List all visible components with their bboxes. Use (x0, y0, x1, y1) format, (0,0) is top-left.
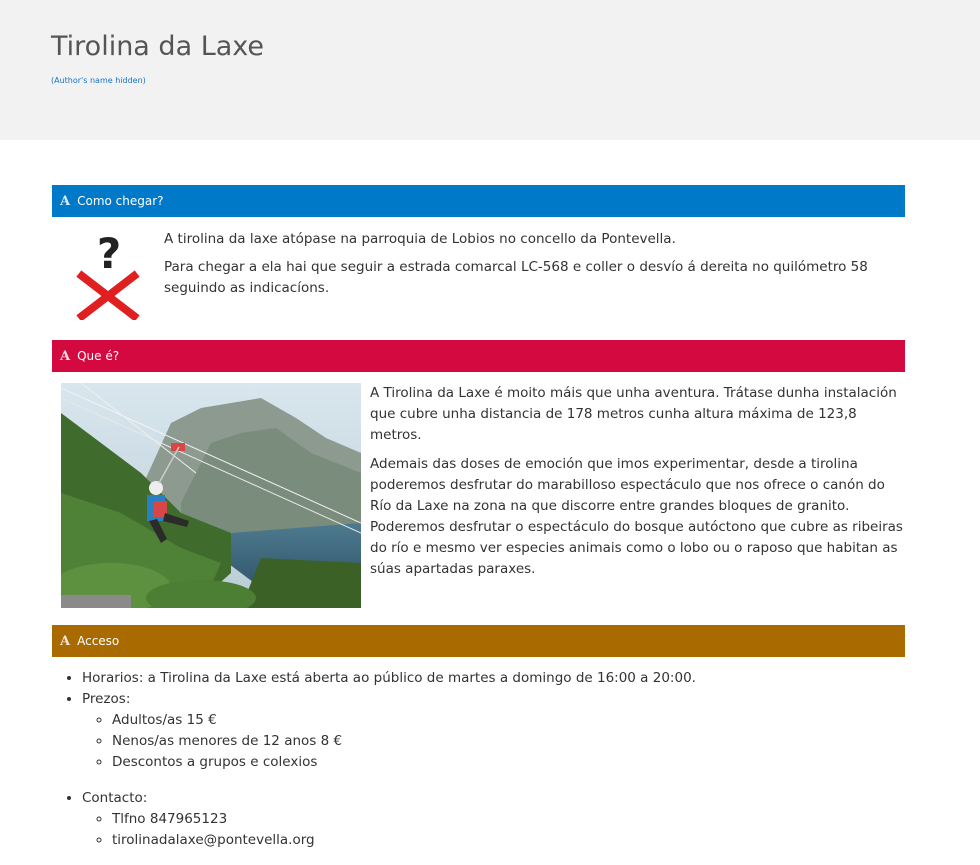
svg-text:?: ? (96, 230, 122, 278)
page-title: Tirolina da Laxe (51, 31, 265, 62)
list-item: ◦ Adultos/as 15 € (112, 710, 932, 731)
section-header-como-chegar (52, 185, 905, 217)
author-link[interactable]: (Author's name hidden) (51, 76, 146, 85)
paragraph: Para chegar a ela hai que seguir a estrada comarcal LC-568 e coller o desvío á dereita no quilómetro 58 seguindo as indicacíons. (164, 259, 868, 296)
section-title: Como chegar? (77, 194, 164, 208)
list-item: ◦ Descontos a grupos e colexios (112, 752, 932, 773)
section-title: Que é? (77, 349, 120, 363)
prezos-label: Prezos: (82, 691, 131, 707)
list-item-horarios: • Horarios: a Tirolina da Laxe está aberta ao público de martes a domingo de 16:00 a 20:00. (82, 668, 932, 689)
zipline-photo (61, 383, 361, 608)
paragraph: A Tirolina da Laxe é moito máis que unha aventura. Trátase dunha instalación que cubre unha distancia de 178 metros cunha altura máxima de 123,8 metros. (370, 385, 897, 443)
list-item: ◦ tirolinadalaxe@pontevella.org (112, 830, 932, 851)
section-icon: A (60, 348, 71, 364)
section-icon: A (60, 193, 71, 209)
que-e-text (370, 383, 905, 580)
list-item-prezos (82, 689, 932, 773)
section-icon: A (60, 633, 71, 649)
access-list (52, 668, 932, 851)
contacto-label: Contacto: (82, 790, 148, 806)
list-item: ◦ Nenos/as menores de 12 anos 8 € (112, 731, 932, 752)
list-item: ◦ Tlfno 847965123 (112, 809, 932, 830)
question-cross-icon (74, 230, 144, 320)
section-title: Acceso (77, 634, 120, 648)
paragraph: Ademais das doses de emoción que imos experimentar, desde a tirolina poderemos desfrutar do marabilloso espectáculo que nos ofrece o canón do Río da Laxe na zona na que discorre entre grandes bloques de granito. Poderemos desfrutar o espectáculo do bosque autóctono que cubre as ribeiras do río e mesmo ver especies animais como o lobo ou o raposo que habitan as súas apartadas paraxes. (370, 456, 903, 577)
prezos-list (82, 710, 932, 773)
como-chegar-text (164, 229, 904, 299)
list-item-contacto (82, 788, 932, 851)
paragraph: A tirolina da laxe atópase na parroquia de Lobios no concello da Pontevella. (164, 231, 676, 247)
section-header-acceso (52, 625, 905, 657)
contacto-list (82, 809, 932, 851)
section-header-que-e (52, 340, 905, 372)
